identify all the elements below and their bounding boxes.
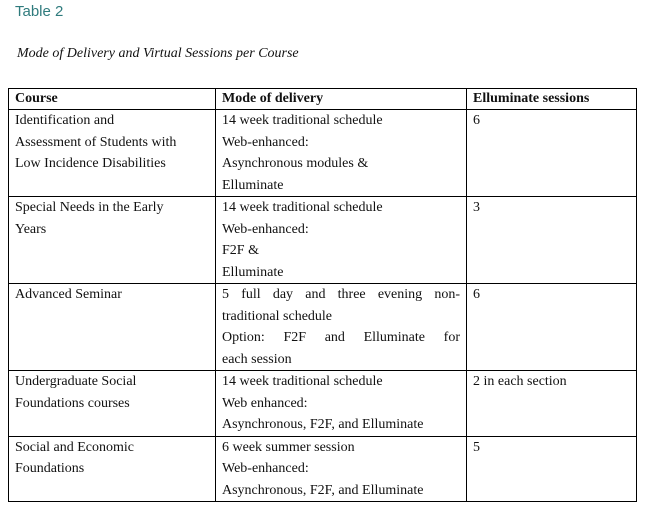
mode-line: 5 full day and three evening non-	[222, 287, 460, 302]
mode-line: Web enhanced:	[222, 395, 308, 411]
table-row	[9, 284, 637, 371]
sessions-cell: 6	[467, 110, 637, 197]
course-cell	[9, 197, 216, 284]
course-line: Undergraduate Social	[15, 374, 137, 389]
course-line: Foundations courses	[15, 395, 130, 411]
mode-line: 14 week traditional schedule	[222, 200, 383, 215]
mode-cell	[216, 110, 467, 197]
course-line: Social and Economic	[15, 439, 134, 455]
mode-line: Option: F2F and Elluminate for	[222, 330, 460, 345]
sessions-cell: 6	[467, 284, 637, 371]
table-label: Table 2	[15, 3, 64, 20]
course-cell	[9, 284, 216, 371]
mode-line: Elluminate	[222, 264, 284, 280]
mode-line: Asynchronous, F2F, and Elluminate	[222, 417, 424, 432]
mode-cell	[216, 371, 467, 437]
sessions-cell: 5	[467, 436, 637, 502]
course-line: Identification and	[15, 113, 115, 128]
mode-line: F2F &	[222, 243, 259, 258]
course-line: Assessment of Students with	[15, 134, 177, 150]
mode-line: 6 week summer session	[222, 439, 355, 455]
course-line: Low Incidence Disabilities	[15, 156, 166, 171]
mode-cell	[216, 436, 467, 502]
course-cell	[9, 371, 216, 437]
mode-line: Web-enhanced:	[222, 221, 309, 237]
mode-line: Elluminate	[222, 177, 284, 193]
table-caption: Mode of Delivery and Virtual Sessions per Course	[17, 46, 299, 61]
mode-cell	[216, 284, 467, 371]
header-mode: Mode of delivery	[216, 89, 467, 110]
table-row	[9, 371, 637, 437]
table-row	[9, 110, 637, 197]
course-line: Years	[15, 221, 47, 237]
table-row	[9, 197, 637, 284]
sessions-cell: 3	[467, 197, 637, 284]
mode-line: Web-enhanced:	[222, 134, 309, 150]
header-course: Course	[9, 89, 216, 110]
header-row	[9, 89, 637, 110]
sessions-cell: 2 in each section	[467, 371, 637, 437]
mode-line: Web-enhanced:	[222, 461, 309, 476]
mode-line: Asynchronous modules &	[222, 156, 369, 171]
header-sessions: Elluminate sessions	[467, 89, 637, 110]
table-row	[9, 436, 637, 502]
mode-line: each session	[222, 351, 292, 367]
course-line: Foundations	[15, 461, 85, 476]
course-line: Special Needs in the Early	[15, 200, 164, 215]
mode-line: traditional schedule	[222, 308, 333, 324]
mode-cell	[216, 197, 467, 284]
delivery-table	[8, 88, 637, 502]
mode-line: Asynchronous, F2F, and Elluminate	[222, 482, 424, 498]
course-cell	[9, 110, 216, 197]
mode-line: 14 week traditional schedule	[222, 374, 383, 389]
course-cell	[9, 436, 216, 502]
mode-line: 14 week traditional schedule	[222, 113, 383, 128]
course-line: Advanced Seminar	[15, 287, 122, 302]
